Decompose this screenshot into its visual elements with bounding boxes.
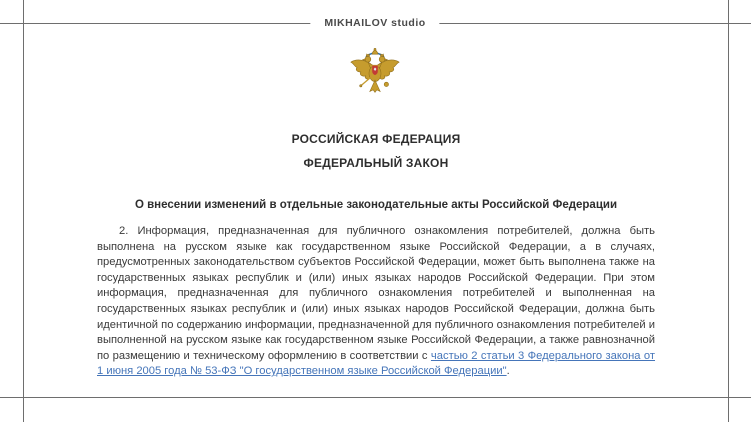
watermark-label: MIKHAILOV studio xyxy=(310,17,439,29)
frame-line-left xyxy=(23,0,24,422)
country-title: РОССИЙСКАЯ ФЕДЕРАЦИЯ xyxy=(291,132,461,146)
law-reference-link[interactable]: частью 2 статьи 3 Федерального закона от 1 июня 2005 года № 53-ФЗ "О государственном языке Российской Федерации" xyxy=(97,349,656,378)
frame-line-right xyxy=(728,0,729,422)
frame-line-bottom xyxy=(0,397,751,398)
document-type-title: ФЕДЕРАЛЬНЫЙ ЗАКОН xyxy=(303,156,449,170)
russia-coat-of-arms-icon xyxy=(347,47,404,100)
body-paragraph xyxy=(97,224,655,380)
document-subject-title: О внесении изменений в отдельные законодательные акты Российской Федерации xyxy=(134,199,618,211)
paragraph-text: 2. Информация, предназначенная для публичного ознакомления потребителей, должна быть выполнена на русском языке как государственном языке Российской Федерации, а в случаях, предусмотренных законодательством субъектов Российской Федерации, может быть выполнена также на государственных языках республик и (или) иных языках народов Российской Федерации. При этом информация, предназначенная для публичного ознакомления потребителей и выполненная на государственных языках республик и (или) иных языках народов Российской Федерации, должна быть идентичной по содержанию информации, предназначенной для публичного ознакомления потребителей и выполненной на русском языке как государственном языке Российской Федерации, а также равнозначной по размещению и техническому оформлению в соответствии с xyxy=(97,225,655,362)
paragraph-period: . xyxy=(506,365,510,378)
